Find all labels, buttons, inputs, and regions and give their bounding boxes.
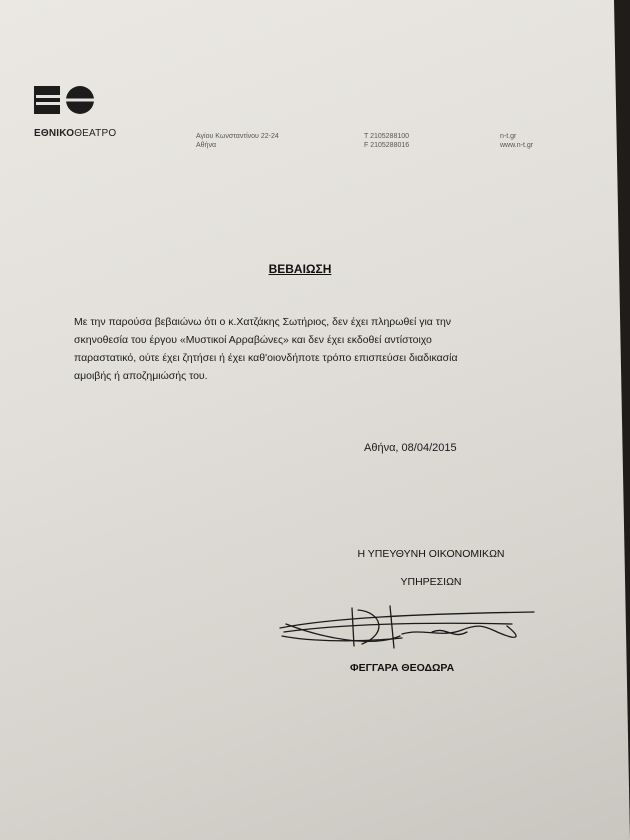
document-title: ΒΕΒΑΙΩΣΗ [268,262,332,276]
header-phones [364,132,409,150]
signatory-role-line-1: Η ΥΠΕΥΘΥΝΗ ΟΙΚΟΝΟΜΙΚΩΝ [357,548,505,560]
ethniko-theatro-logo-icon [34,84,96,116]
body-line-1: Με την παρούσα βεβαιώνω ότι ο κ.Χατζάκης Σωτήριος, δεν έχει πληρωθεί για την [74,316,452,328]
address-line-2: Αθήνα [196,142,217,149]
document-body [74,313,524,385]
body-line-2: σκηνοθεσία του έργου «Μυστικοί Αρραβώνες» και δεν έχει εκδοθεί αντίστοιχο [74,334,432,346]
header-web [500,132,533,150]
signatory-role-line-2: ΥΠΗΡΕΣΙΩΝ [400,576,462,588]
document-date: Αθήνα, 08/04/2015 [364,442,457,454]
body-line-4: αμοιβής ή αποζημιώσής του. [74,370,208,382]
web-line-2: www.n-t.gr [500,142,534,149]
header-address [196,132,279,150]
background-edge [614,0,630,840]
web-line-1: n-t.gr [500,133,517,140]
handwritten-signature-icon [272,598,542,668]
body-line-3: παραστατικό, ούτε έχει ζητήσει ή έχει καθ'οιονδήποτε τρόπο επισπεύσει διαδικασία [74,352,458,364]
address-line-1: Αγίου Κωνσταντίνου 22-24 [196,133,279,140]
signatory-name: ΦΕΓΓΑΡΑ ΘΕΟΔΩΡΑ [350,662,455,674]
brand-suffix: ΘΕΑΤΡΟ [74,128,117,139]
brand-name [34,128,116,139]
phone-line-2: F 2105288016 [364,142,410,149]
phone-line-1: T 2105288100 [364,133,410,140]
brand-prefix: ΕΘΝΙΚΟ [34,128,75,139]
